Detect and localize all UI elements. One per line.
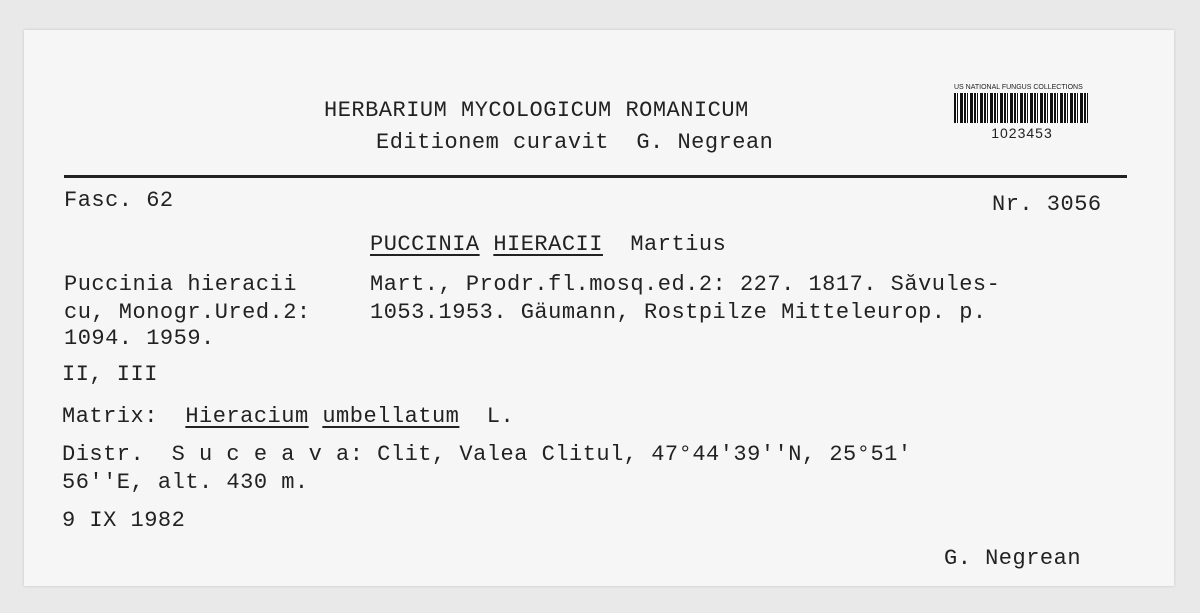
citation-line-2-right: 1053.1953. Gäumann, Rostpilze Mitteleurop. p. [370, 300, 987, 325]
editor-line: Editionem curavit G. Negrean [376, 130, 774, 155]
citation-line-1-left: Puccinia hieracii [64, 272, 297, 297]
species-epithet: HIERACII [493, 232, 603, 257]
matrix-label: Matrix: [62, 404, 158, 429]
matrix-line [62, 404, 514, 430]
host-author: L. [486, 404, 515, 429]
barcode-number: 1023453 [991, 125, 1053, 141]
citation-line-2-left: cu, Monogr.Ured.2: [64, 300, 311, 325]
species-author: Martius [630, 232, 727, 257]
collection-date: 9 IX 1982 [62, 508, 186, 533]
herbarium-title: HERBARIUM MYCOLOGICUM ROMANICUM [324, 98, 749, 123]
distribution-line-1 [62, 442, 912, 468]
host-epithet: umbellatum [322, 404, 460, 429]
distribution-label: Distr. [62, 442, 145, 467]
specimen-number: Nr. 3056 [992, 192, 1102, 217]
species-name [370, 232, 726, 258]
citation-line-3: 1094. 1959. [64, 326, 215, 351]
distribution-locality: Clit, Valea Clitul, 47°44'39''N, 25°51' [377, 442, 912, 467]
distribution-region: S u c e a v a: [171, 442, 364, 467]
barcode-heading: US NATIONAL FUNGUS COLLECTIONS [954, 84, 1083, 91]
barcode-icon [954, 93, 1088, 123]
herbarium-label [24, 30, 1174, 586]
citation-line-1-right: Mart., Prodr.fl.mosq.ed.2: 227. 1817. Săvules- [370, 272, 1001, 297]
collector: G. Negrean [944, 546, 1082, 571]
host-genus: Hieracium [185, 404, 309, 429]
species-genus: PUCCINIA [370, 232, 480, 257]
divider-rule [64, 175, 1127, 178]
spore-stages: II, III [62, 362, 158, 387]
distribution-line-2: 56''E, alt. 430 m. [62, 470, 309, 495]
barcode-block [954, 84, 1090, 154]
fascicle: Fasc. 62 [64, 188, 174, 213]
